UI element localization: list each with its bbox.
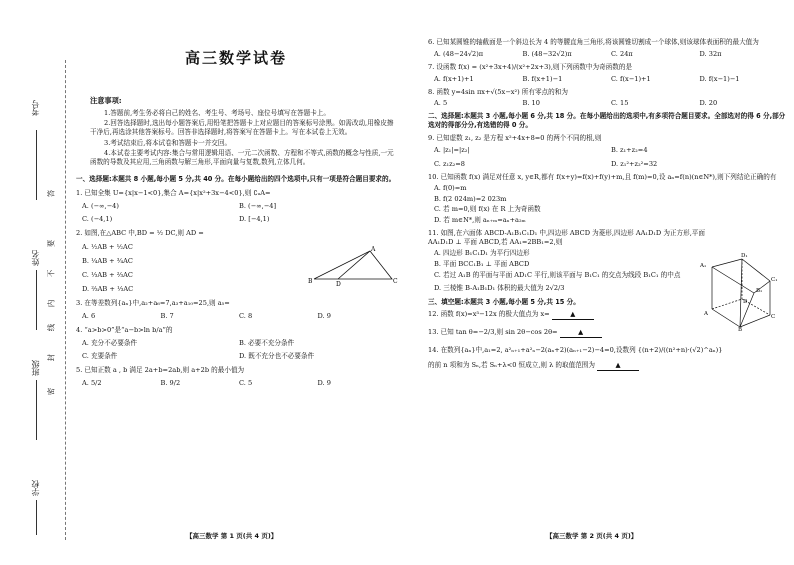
school-label: 学校 xyxy=(31,480,40,496)
name-label: 姓名 xyxy=(31,250,40,266)
option-a: A. f(0)=m xyxy=(434,183,467,192)
notice-item: 4.本试卷主要考试内容:集合与常用逻辑用语、一元二次函数、方程和不等式,函数的概念与性质,一元函数的导数及其应用,三角函数与解三角形,平面向量与复数,数列,立体几何。 xyxy=(90,149,394,166)
question-stem: 1. 已知全集 U={x|x−1<0},集合 A={x|x²+3x−4<0},则 ∁ᵤA= xyxy=(76,188,271,197)
option-a: A. ½AB + ½AC xyxy=(82,243,133,252)
option-b: B. ¼AB + ¾AC xyxy=(82,257,133,266)
figure-label: A xyxy=(704,311,708,318)
seal-char: 线 xyxy=(46,323,56,332)
option-a: A. (−∞,−4) xyxy=(82,201,119,210)
option-d: D. 32π xyxy=(699,49,722,58)
option-a: A. 6 xyxy=(82,311,96,320)
option-b: B. f(x+1)−1 xyxy=(522,74,563,83)
option-b: B. f(2 024m)=2 023m xyxy=(434,194,507,203)
page-footer-right: 【高三数学 第 2 页(共 4 页)】 xyxy=(546,532,638,540)
question-stem-line: 的前 n 项和为 Sₙ,若 Sₙ+λ<0 恒成立,则 λ 的取值范围为 xyxy=(428,361,595,370)
figure-label: A xyxy=(371,246,376,254)
option-b: B. 10 xyxy=(522,99,540,108)
seal-char: 不 xyxy=(46,269,56,278)
blank-marker: ▲ xyxy=(570,310,576,319)
figure-label: C₁ xyxy=(771,277,778,284)
figure-label: D₁ xyxy=(741,253,748,260)
exam-no-label: 考号 xyxy=(31,100,40,116)
option-b: B. (−∞,−4] xyxy=(239,201,277,210)
option-c: C. 充要条件 xyxy=(82,352,118,361)
answer-blank xyxy=(560,328,602,338)
question-stem: 8. 函数 y=4sin πx+√(5x−x²) 所有零点的和为 xyxy=(428,87,568,96)
figure-label: B xyxy=(738,327,743,332)
binding-strip xyxy=(2,60,72,540)
option-b: B. 平面 BCC₁B₁ ⊥ 平面 ABCD xyxy=(434,259,530,268)
figure-label: B xyxy=(308,278,313,286)
option-b: B. (48−32√2)π xyxy=(522,49,572,58)
seal-char: 答 xyxy=(46,189,56,198)
question-stem-continued xyxy=(428,361,788,371)
question-14 xyxy=(428,346,788,371)
triangle-figure xyxy=(308,245,398,287)
option-b: B. z₁+z₂=4 xyxy=(611,146,648,155)
options xyxy=(82,339,396,362)
blank-marker: ▲ xyxy=(615,361,621,370)
page-footer-left: 【高三数学 第 1 页(共 4 页)】 xyxy=(186,532,278,540)
option-a: A. f(x+1)+1 xyxy=(434,74,474,83)
question-10 xyxy=(428,173,788,225)
option-c: C. 24π xyxy=(611,49,633,58)
question-4 xyxy=(76,326,396,362)
options xyxy=(434,75,788,84)
options xyxy=(434,146,788,169)
section-1-heading: 一、选择题:本题共 8 小题,每小题 5 分,共 40 分。在每小题给出的四个选项中,只有一项是符合题目要求的。 xyxy=(76,174,396,183)
option-d: D. [−4,1) xyxy=(239,215,270,224)
class-label: 班级 xyxy=(31,360,40,376)
options xyxy=(428,184,788,226)
option-d: D. z₁²+z₂²=32 xyxy=(611,159,658,168)
option-d: D. 既不充分也不必要条件 xyxy=(239,352,315,361)
figure-label: C xyxy=(771,314,776,321)
question-stem: 9. 已知虚数 z₁, z₂ 是方程 x²+4x+8=0 的两个不同的根,则 xyxy=(428,134,602,143)
question-stem: 13. 已知 tan θ=−2/3,则 sin 2θ−cos 2θ= xyxy=(428,328,558,337)
question-stem: 5. 已知正数 a , b 满足 2a+b=2ab,则 a+2b 的最小值为 xyxy=(76,366,245,375)
notice-item: 3.考试结束后,将本试卷和答题卡一并交回。 xyxy=(104,138,232,147)
blank-marker: ▲ xyxy=(578,328,584,337)
options xyxy=(82,312,396,321)
option-b: B. 9/2 xyxy=(160,379,181,388)
option-d: D. 若 m∈N*,则 aₙ₊ₘ=aₙ+a₂ₘ xyxy=(434,216,526,225)
option-d: D. 20 xyxy=(699,99,718,108)
section-2-heading: 二、选择题:本题共 3 小题,每小题 6 分,共 18 分。在每小题给出的选项中,有多项符合题目要求。全部选对的得 6 分,部分选对的得部分分,有选错的得 0 分。 xyxy=(428,112,786,130)
option-a: A. 四边形 B₁C₁D₁ 为平行四边形 xyxy=(434,249,530,258)
seal-char: 要 xyxy=(46,239,56,248)
question-stem: 3. 在等差数列{aₙ}中,a₂+a₆=7,a₃+a₁₀=25,则 a₅= xyxy=(76,298,230,307)
option-d: D. 9 xyxy=(317,311,331,320)
option-b: B. 必要不充分条件 xyxy=(239,338,295,347)
figure-label: C xyxy=(393,278,398,286)
question-stem: 12. 函数 f(x)=x³−12x 的极大值点为 x= xyxy=(428,310,550,319)
notice-item: 1.答题前,考生务必将自己的姓名、考生号、考场号、座位号填写在答题卡上。 xyxy=(104,108,330,117)
school-line xyxy=(36,500,37,535)
hexahedron-figure xyxy=(698,251,778,331)
option-a: A. |z₁|=|z₂| xyxy=(434,146,470,155)
option-c: C. 若过 A₁B 的平面与平面 AD₁C 平行,则该平面与 B₁C₁ 的交点为线段 B₁C₁ 的中点 xyxy=(434,270,681,279)
option-a: A. 5/2 xyxy=(82,379,102,388)
question-stem: 11. 如图,在六面体 ABCD-A₁B₁C₁D₁ 中,四边形 ABCD 为菱形,四边形 AA₁D₁D 为正方形,平面 AA₁D₁D ⊥ 平面 ABCD,若 AA₁=2BB₁=2,则 xyxy=(428,229,705,247)
figure-label: D xyxy=(743,299,748,306)
seal-char: 密 xyxy=(46,387,56,396)
question-7 xyxy=(428,63,788,84)
right-page xyxy=(428,38,788,371)
question-stem: 10. 已知函数 f(x) 满足对任意 x, y∈R,都有 f(x+y)=f(x)+f(y)+m,且 f(m)=0,设 aₙ=f(n)(n∈N*),则下列结论正确的有 xyxy=(428,172,777,181)
options xyxy=(82,202,396,225)
notice-heading: 注意事项: xyxy=(90,96,122,106)
option-c: C. 8 xyxy=(239,311,253,320)
option-d: D. f(x−1)−1 xyxy=(699,74,740,83)
options xyxy=(428,249,708,293)
option-c: C. (−4,1) xyxy=(82,215,113,224)
option-d: D. ⅔AB + ⅓AC xyxy=(82,284,134,293)
options xyxy=(434,50,788,59)
figure-label: B₁ xyxy=(756,288,763,295)
option-d: D. 三棱锥 B-A₁B₁D₁ 体积的最大值为 2√2/3 xyxy=(434,283,565,292)
option-c: C. ⅓AB + ⅔AC xyxy=(82,271,133,280)
section-3-heading: 三、填空题:本题共 3 小题,每小题 5 分,共 15 分。 xyxy=(428,297,580,306)
option-c: C. 若 m=0,则 f(x) 在 R 上为奇函数 xyxy=(434,205,541,214)
question-8 xyxy=(428,88,788,109)
question-2 xyxy=(76,229,396,293)
options xyxy=(82,379,396,388)
options xyxy=(434,99,788,108)
figure-label: D xyxy=(336,281,341,288)
option-c: C. 5 xyxy=(239,379,253,388)
question-3 xyxy=(76,299,396,321)
option-c: C. f(x−1)+1 xyxy=(611,74,651,83)
exam-title: 高三数学试卷 xyxy=(184,49,287,67)
class-line xyxy=(36,380,37,440)
seal-char: 内 xyxy=(46,299,56,308)
option-a: A. 充分不必要条件 xyxy=(82,338,138,347)
option-a: A. 5 xyxy=(434,99,448,108)
exam-no-line xyxy=(36,130,37,200)
option-d: D. 9 xyxy=(317,379,331,388)
name-line xyxy=(36,270,37,330)
question-5 xyxy=(76,366,396,388)
question-9 xyxy=(428,134,788,169)
option-b: B. 7 xyxy=(160,311,174,320)
question-stem: 14. 在数列{aₙ}中,a₁=2, a²ₙ₊₁+a²ₙ−2(aₙ+2)(aₙ₊₁−2)−4=0,设数列 {(n+2)/((n²+n)·(√2)^aₙ)} xyxy=(428,346,723,355)
notice-item: 2.回答选择题时,选出每小题答案后,用铅笔把答题卡上对应题目的答案标号涂黑。如需改动,用橡皮擦干净后,再选涂其他答案标号。回答非选择题时,将答案写在答题卡上。写在本试卷上无效。 xyxy=(90,119,394,137)
option-c: C. 15 xyxy=(611,99,629,108)
answer-blank xyxy=(597,361,639,371)
answer-blank xyxy=(552,310,594,320)
question-stem: 7. 设函数 f(x) = (x²+3x+4)/(x²+2x+3),则下列函数中为奇函数的是 xyxy=(428,62,633,71)
seal-dashed-line xyxy=(65,60,66,540)
notice-block xyxy=(76,96,396,167)
left-page xyxy=(76,34,396,388)
question-6 xyxy=(428,38,788,59)
question-stem: 6. 已知某圆锥的轴截面是一个斜边长为 4 的等腰直角三角形,将该圆锥切割成一个球体,则该球体表面积的最大值为 xyxy=(428,38,759,46)
figure-label: A₁ xyxy=(700,263,707,270)
seal-char: 封 xyxy=(46,353,56,362)
question-stem: 4. “a>b>0”是“a−b>ln b/a”的 xyxy=(76,325,173,334)
option-c: C. z₁z₂=8 xyxy=(434,159,465,168)
question-stem: 2. 如图,在△ABC 中,BD = ½ DC,则 AD = xyxy=(76,229,204,238)
option-a: A. (48−24√2)π xyxy=(434,49,484,58)
question-1 xyxy=(76,189,396,225)
